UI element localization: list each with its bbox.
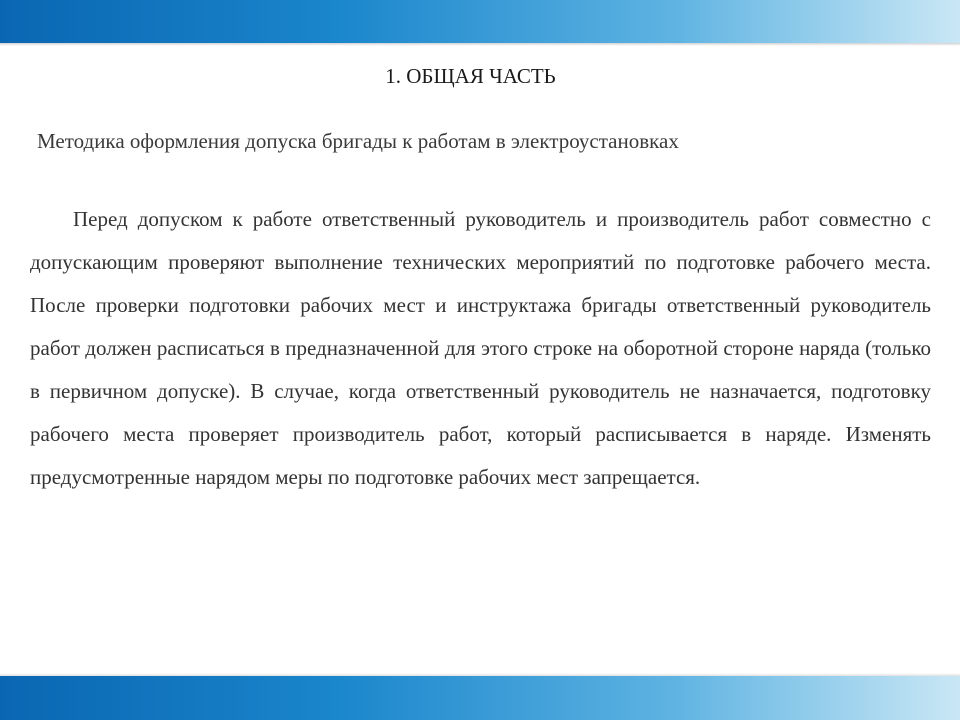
body-paragraph: Перед допуском к работе ответственный руководитель и производитель работ совместно с допускающим проверяют выполнение технических мероприятий по подготовке рабочего места. После проверки подготовки рабочих мест и инструктажа бригады ответственный руководитель работ должен расписаться в предназначенной для этого строке на оборотной стороне наряда (только в первичном допуске). В случае, когда ответственный руководитель не назначается, подготовку рабочего места проверяет производитель работ, который расписывается в наряде. Изменять предусмотренные нарядом меры по подготовке рабочих мест запрещается. bbox=[30, 207, 931, 489]
slide-title: 1. ОБЩАЯ ЧАСТЬ bbox=[385, 64, 556, 88]
top-bar-shadow bbox=[0, 43, 960, 46]
bottom-decorative-bar bbox=[0, 676, 960, 720]
slide-subtitle: Методика оформления допуска бригады к работам в электроустановках bbox=[37, 129, 679, 153]
top-decorative-bar bbox=[0, 0, 960, 43]
